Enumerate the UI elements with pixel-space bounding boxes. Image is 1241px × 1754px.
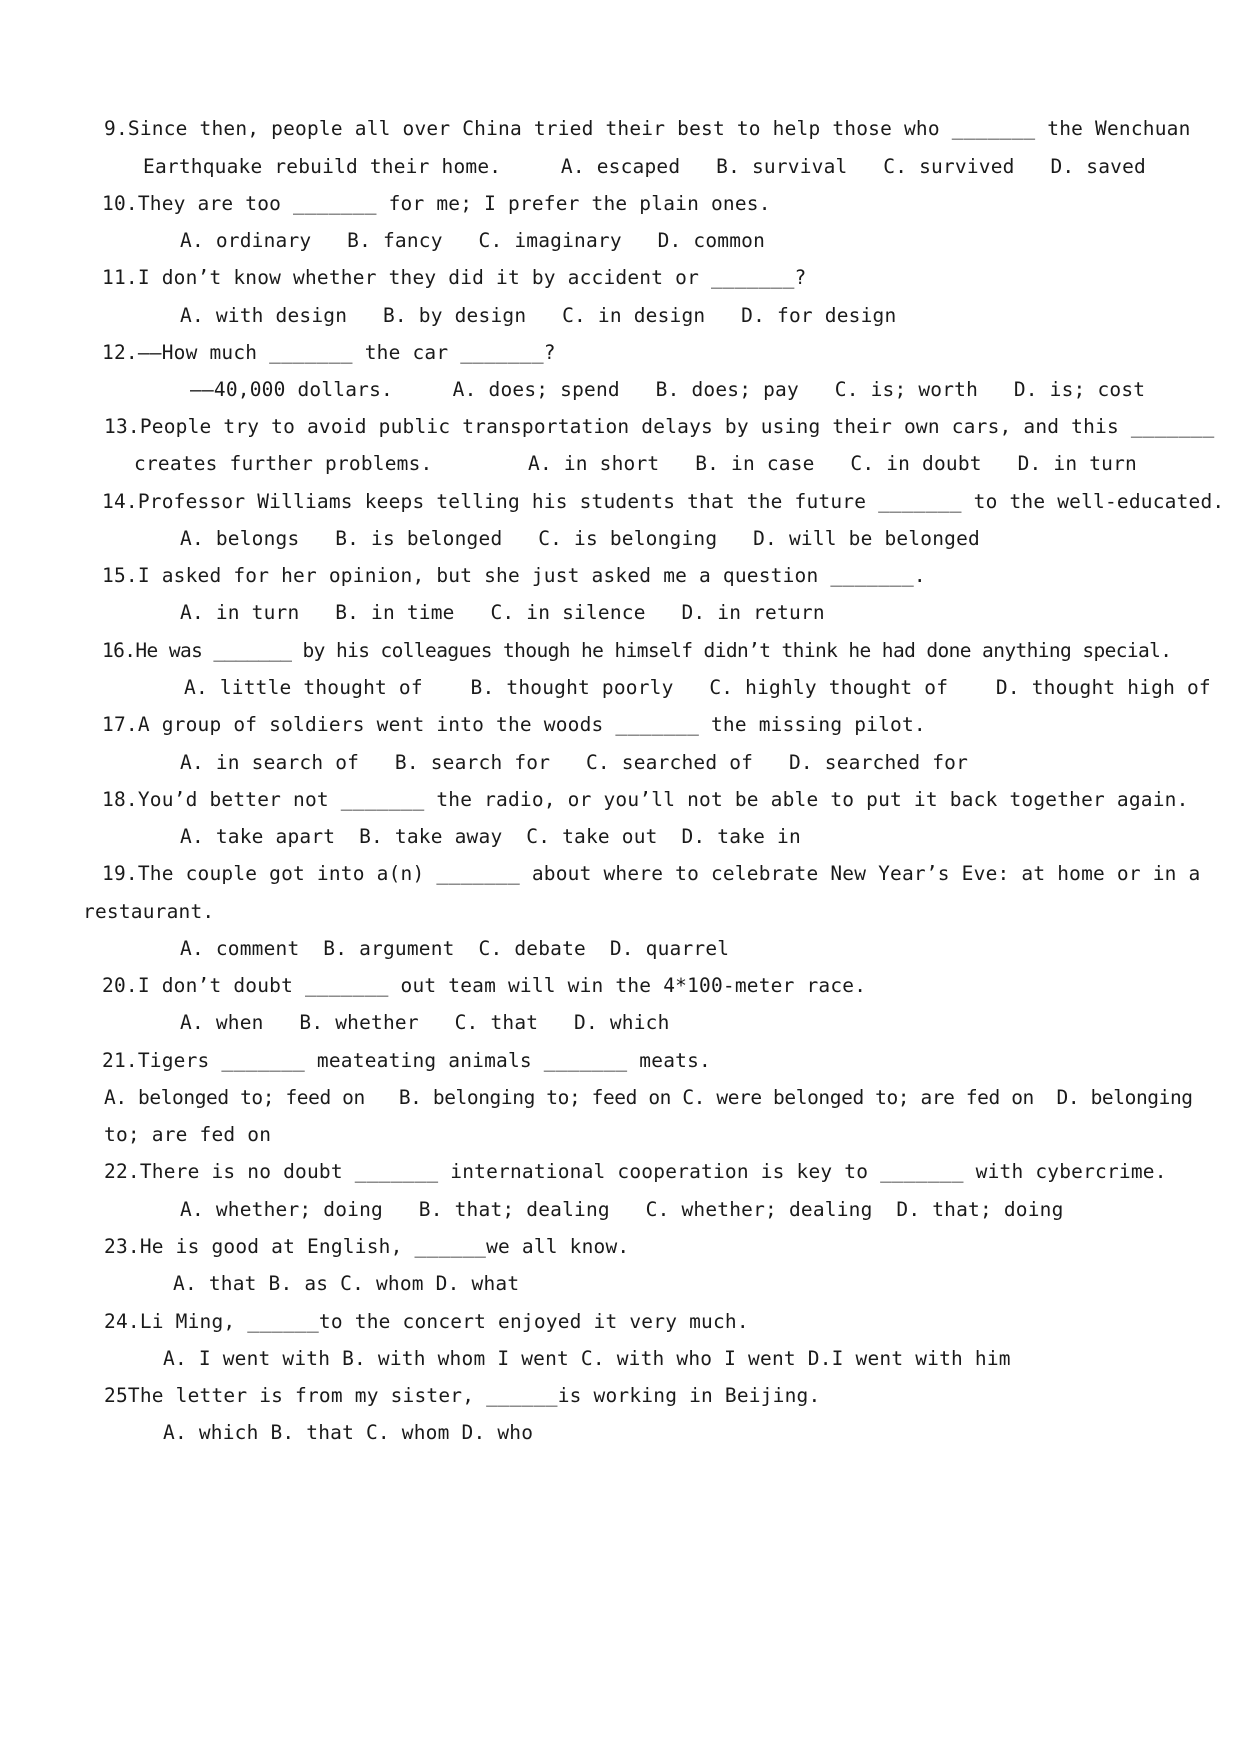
question-9-stem-cont: Earthquake rebuild their home. A. escaped B. survival C. survived D. saved bbox=[143, 155, 1146, 178]
question-17-stem: 17.A group of soldiers went into the woods _______ the missing pilot. bbox=[102, 713, 926, 736]
question-23-options: A. that B. as C. whom D. what bbox=[173, 1272, 520, 1295]
question-24-stem: 24.Li Ming, ______to the concert enjoyed it very much. bbox=[104, 1310, 749, 1333]
question-21-stem: 21.Tigers _______ meateating animals _______ meats. bbox=[102, 1049, 711, 1072]
question-13-options: A. in short B. in case C. in doubt D. in turn bbox=[528, 452, 1137, 475]
question-12-options: ——40,000 dollars. A. does; spend B. does; pay C. is; worth D. is; cost bbox=[190, 378, 1146, 401]
question-25-stem: 25The letter is from my sister, ______is working in Beijing. bbox=[104, 1384, 821, 1407]
question-12-stem: 12.——How much _______ the car _______? bbox=[102, 341, 556, 364]
question-17-options: A. in search of B. search for C. searched of D. searched for bbox=[180, 751, 969, 774]
question-13-stem-cont: creates further problems. A. in short B. in case C. in doubt D. in turn bbox=[134, 452, 1137, 475]
question-16-stem: 16.He was _______ by his colleagues though he himself didn’t think he had done anything special. bbox=[102, 639, 1172, 662]
question-14-options: A. belongs B. is belonged C. is belonging D. will be belonged bbox=[180, 527, 980, 550]
question-21-options: A. belonged to; feed on B. belonging to; feed on C. were belonged to; are fed on D. belonging bbox=[104, 1086, 1193, 1109]
question-23-stem: 23.He is good at English, ______we all know. bbox=[104, 1235, 630, 1258]
question-24-options: A. I went with B. with whom I went C. with who I went D.I went with him bbox=[163, 1347, 1011, 1370]
question-18-stem: 18.You’d better not _______ the radio, or you’ll not be able to put it back together again. bbox=[102, 788, 1189, 811]
question-15-options: A. in turn B. in time C. in silence D. in return bbox=[180, 601, 825, 624]
question-22-stem: 22.There is no doubt _______ international cooperation is key to _______ with cybercrime. bbox=[104, 1160, 1167, 1183]
question-19-stem-cont: restaurant. bbox=[83, 900, 215, 923]
question-11-options: A. with design B. by design C. in design D. for design bbox=[180, 304, 897, 327]
question-14-stem: 14.Professor Williams keeps telling his students that the future _______ to the well-educated. bbox=[102, 490, 1225, 513]
question-20-options: A. when B. whether C. that D. which bbox=[180, 1011, 670, 1034]
question-10-options: A. ordinary B. fancy C. imaginary D. common bbox=[180, 229, 766, 252]
question-21-options-cont: to; are fed on bbox=[104, 1123, 272, 1146]
question-25-options: A. which B. that C. whom D. who bbox=[163, 1421, 534, 1444]
question-9-stem: 9.Since then, people all over China tried their best to help those who _______ the Wenchuan bbox=[104, 117, 1191, 140]
question-18-options: A. take apart B. take away C. take out D. take in bbox=[180, 825, 801, 848]
question-10-stem: 10.They are too _______ for me; I prefer the plain ones. bbox=[102, 192, 771, 215]
question-9-options: A. escaped B. survival C. survived D. saved bbox=[560, 155, 1146, 178]
question-11-stem: 11.I don’t know whether they did it by accident or _______? bbox=[102, 266, 807, 289]
question-13-stem: 13.People try to avoid public transportation delays by using their own cars, and this _______ bbox=[104, 415, 1215, 438]
question-20-stem: 20.I don’t doubt _______ out team will win the 4*100-meter race. bbox=[102, 974, 867, 997]
question-22-options: A. whether; doing B. that; dealing C. whether; dealing D. that; doing bbox=[180, 1198, 1064, 1221]
question-15-stem: 15.I asked for her opinion, but she just asked me a question _______. bbox=[102, 564, 926, 587]
question-16-options: A. little thought of B. thought poorly C. highly thought of D. thought high of bbox=[184, 676, 1211, 699]
question-19-options: A. comment B. argument C. debate D. quarrel bbox=[180, 937, 730, 960]
question-19-stem: 19.The couple got into a(n) _______ about where to celebrate New Year’s Eve: at home or in a bbox=[102, 862, 1201, 885]
